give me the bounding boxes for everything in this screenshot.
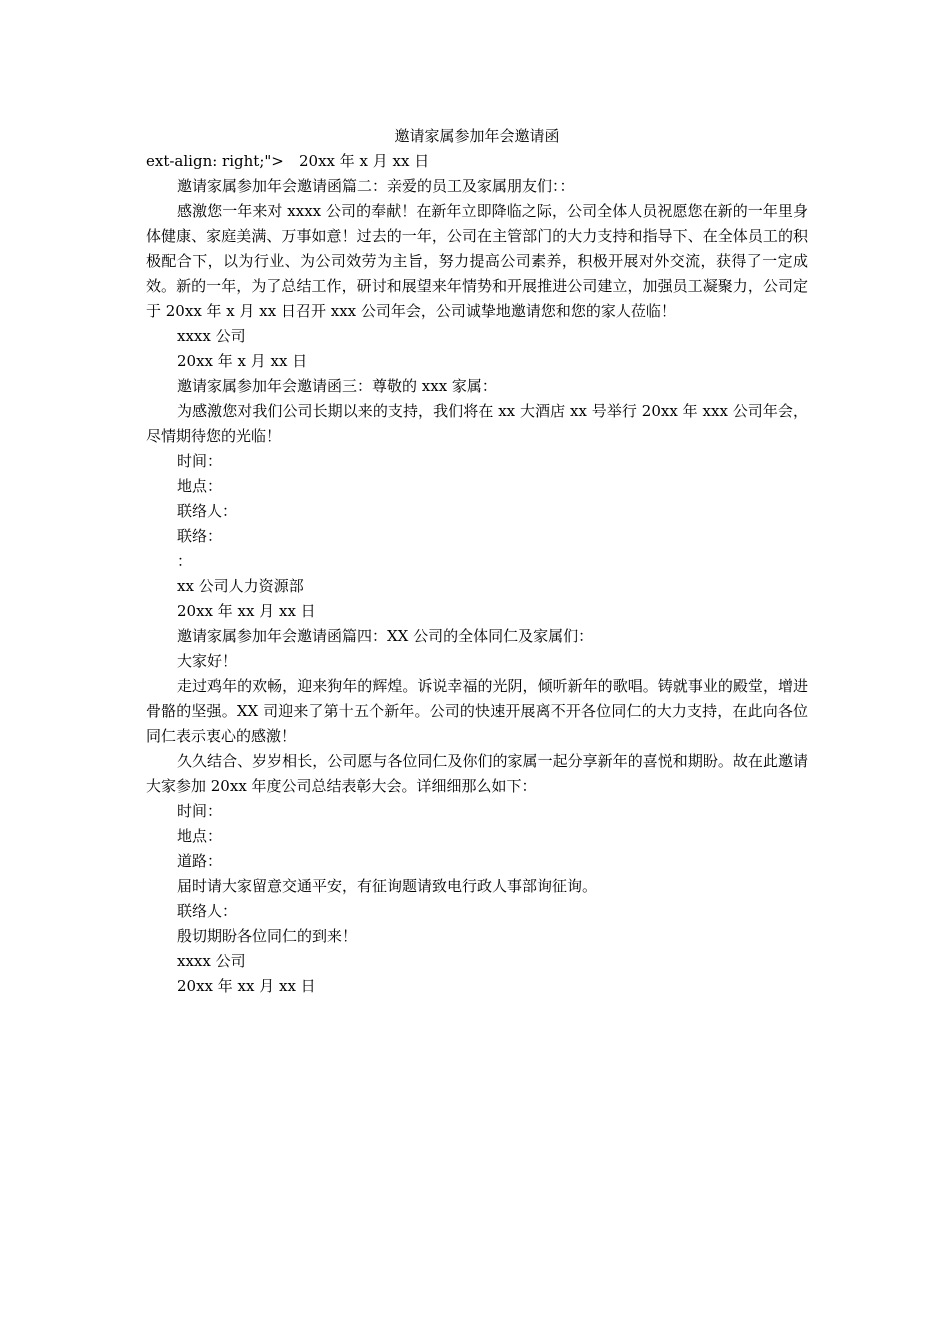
letter3-date: 20xx 年 xx 月 xx 日 (177, 602, 316, 620)
letter3-signature: xx 公司人力资源部 (177, 577, 304, 595)
letter3-contact: 联络： (177, 527, 223, 545)
letter4-signature: xxxx 公司 (177, 952, 246, 970)
letter4-greeting: 大家好！ (177, 652, 238, 670)
letter3-body: 为感激您对我们公司长期以来的支持，我们将在 xx 大酒店 xx 号举行 20xx 年 xxx 公司年会，尽情期待您的光临！ (146, 402, 808, 445)
letter4-notice: 届时请大家留意交通平安，有征询题请致电行政人事部询征询。 (177, 877, 598, 895)
letter2-heading: 邀请家属参加年会邀请函篇二：亲爱的员工及家属朋友们：： (177, 177, 575, 195)
letter4-heading: 邀请家属参加年会邀请函篇四：XX 公司的全体同仁及家属们： (177, 627, 594, 645)
header-date: 20xx 年 x 月 xx 日 (299, 152, 430, 170)
letter4-body2: 久久结合、岁岁相长，公司愿与各位同仁及你们的家属一起分享新年的喜悦和期盼。故在此邀请大家参加 20xx 年度公司总结表彰大会。详细细那么如下： (146, 752, 808, 795)
stray-markup-fragment: ext-align: right;"> (146, 152, 284, 170)
letter4-contact-person: 联络人： (177, 902, 238, 920)
letter4-place: 地点： (177, 827, 223, 845)
letter3-heading: 邀请家属参加年会邀请函三：尊敬的 xxx 家属： (177, 377, 497, 395)
letter4-body1: 走过鸡年的欢畅，迎来狗年的辉煌。诉说幸福的光阴，倾听新年的歌唱。铸就事业的殿堂，增进骨骼的坚强。XX 司迎来了第十五个新年。公司的快速开展离不开各位同仁的大力支持，在此向各位同仁表示衷心的感激！ (146, 677, 808, 745)
letter3-contact-person: 联络人： (177, 502, 238, 520)
header-date-row (146, 149, 808, 174)
document-title: 邀请家属参加年会邀请函 (394, 127, 560, 145)
letter4-closing: 殷切期盼各位同仁的到来！ (177, 927, 358, 945)
letter2-body: 感激您一年来对 xxxx 公司的奉献！在新年立即降临之际，公司全体人员祝愿您在新的一年里身体健康、家庭美满、万事如意！过去的一年，公司在主管部门的大力支持和指导下、在全体员工的积极配合下，以为行业、为公司效劳为主旨，努力提高公司素养，积极开展对外交流，获得了一定成效。新的一年，为了总结工作，研讨和展望来年情势和开展推进公司建立，加强员工凝聚力，公司定于 20xx 年 x 月 xx 日召开 xxx 公司年会，公司诚挚地邀请您和您的家人莅临！ (146, 202, 808, 320)
document-page (146, 124, 808, 999)
letter4-time: 时间： (177, 802, 223, 820)
letter4-road: 道路： (177, 852, 223, 870)
letter3-place: 地点： (177, 477, 223, 495)
letter3-time: 时间： (177, 452, 223, 470)
letter3-colon: ： (177, 552, 193, 570)
letter2-date: 20xx 年 x 月 xx 日 (177, 352, 308, 370)
letter4-date: 20xx 年 xx 月 xx 日 (177, 977, 316, 995)
letter2-signature: xxxx 公司 (177, 327, 246, 345)
